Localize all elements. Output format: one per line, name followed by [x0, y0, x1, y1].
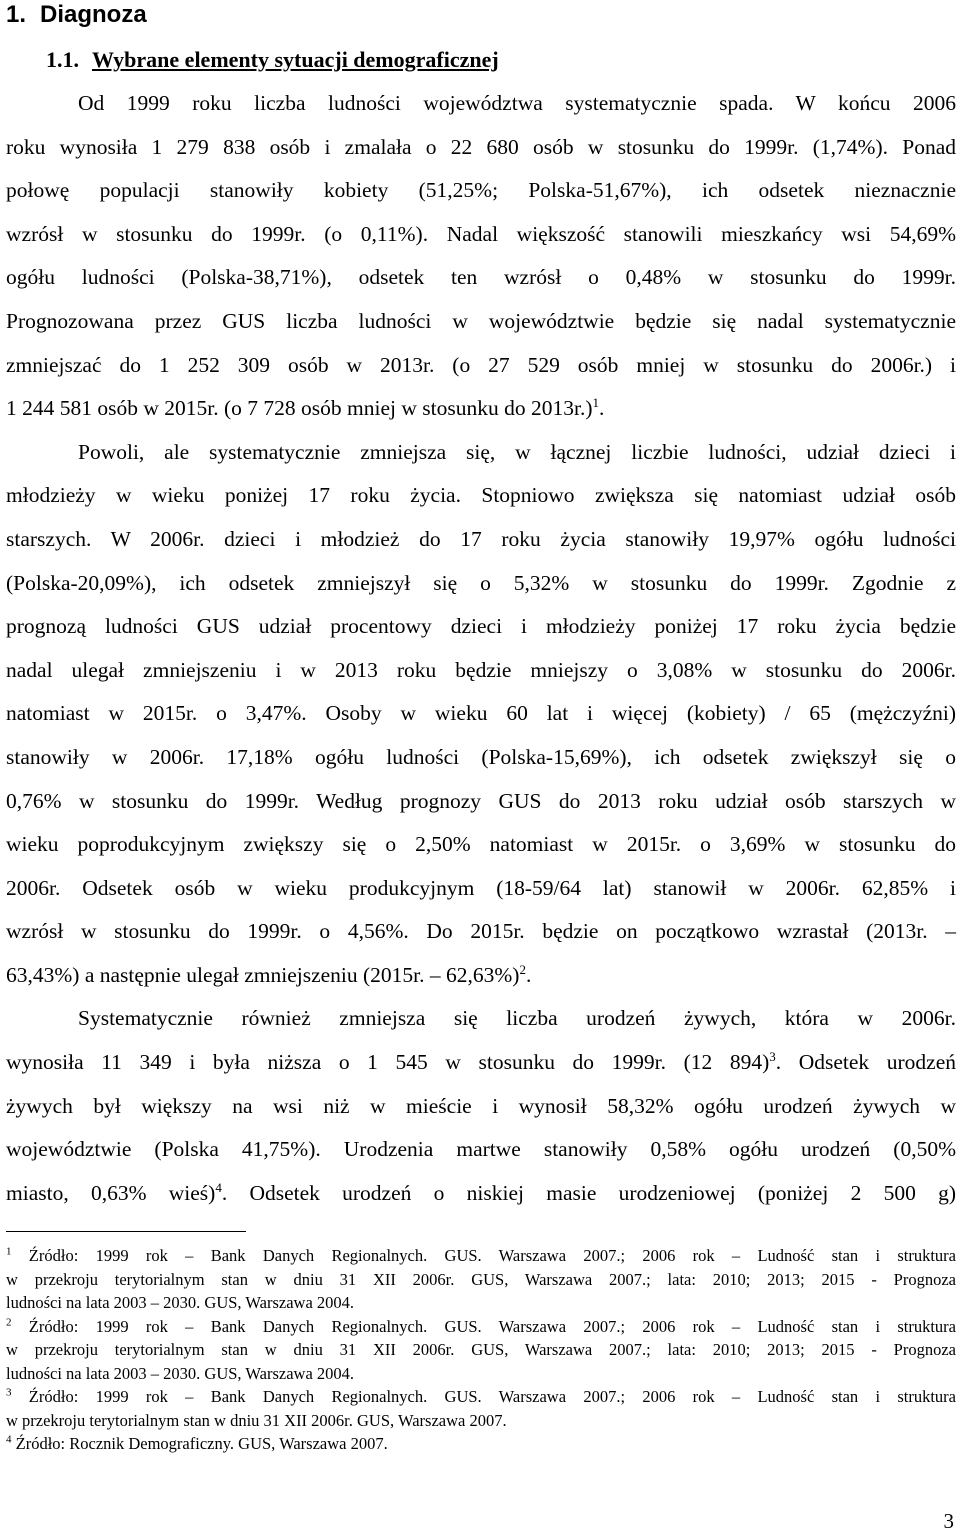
paragraph-2-last-line: [6, 954, 956, 998]
paragraph-2-line: nadal ulegał zmniejszeniu i w 2013 roku będzie mniejszy o 3,08% w stosunku do 2006r.: [6, 657, 956, 682]
paragraph-1-line: połowę populacji stanowiły kobiety (51,25%; Polska-51,67%), ich odsetek nieznacznie: [6, 178, 956, 203]
paragraph-3-line: Systematycznie również zmniejsza się liczba urodzeń żywych, która w 2006r.: [78, 1006, 956, 1031]
paragraph-2-line: (Polska-20,09%), ich odsetek zmniejszył się o 5,32% w stosunku do 1999r. Zgodnie z: [6, 570, 956, 595]
paragraph-3-line: żywych był większy na wsi niż w mieście i wynosił 58,32% ogółu urodzeń żywych w: [6, 1093, 956, 1118]
footnote-1: [6, 1244, 956, 1268]
paragraph-2-line: starszych. W 2006r. dzieci i młodzież do 17 roku życia stanowiły 19,97% ogółu ludności: [6, 526, 956, 551]
paragraph-2-line-text: 63,43%) a następnie ulegał zmniejszeniu (2015r. – 62,63%): [6, 962, 520, 987]
paragraph-3-line: [6, 1172, 956, 1216]
footnote-mark: 4: [6, 1433, 12, 1446]
footnote-ref-1[interactable]: 1: [592, 395, 599, 410]
paragraph-1-line: ogółu ludności (Polska-38,71%), odsetek ten wzrósł o 0,48% w stosunku do 1999r.: [6, 265, 956, 290]
paragraph-2-line: 2006r. Odsetek osób w wieku produkcyjnym (18-59/64 lat) stanowił w 2006r. 62,85% i: [6, 875, 956, 900]
footnote-ref-3[interactable]: 3: [769, 1048, 776, 1064]
section-title: Wybrane elementy sytuacji demograficznej: [92, 47, 499, 72]
footnote-4: [6, 1432, 956, 1456]
footnote-ref-4[interactable]: 4: [215, 1179, 222, 1195]
paragraph-3-line-text: . Odsetek urodzeń: [775, 1050, 956, 1075]
footnote-text: Źródło: Rocznik Demograficzny. GUS, Warszawa 2007.: [15, 1434, 388, 1453]
paragraph-1-tail: .: [598, 396, 605, 421]
paragraph-3-line-text: miasto, 0,63% wieś): [6, 1180, 216, 1205]
footnote-text: w przekroju terytorialnym stan w dniu 31 XII 2006r. GUS, Warszawa 2007.; lata: 2010; 2013; 2015 - Prognoza: [6, 1269, 956, 1289]
chapter-heading: [6, 0, 147, 30]
footnote-2: [6, 1315, 956, 1339]
body-text: [6, 82, 956, 1215]
paragraph-2-line: wzrósł w stosunku do 1999r. o 4,56%. Do 2015r. będzie on początkowo wzrastał (2013r. –: [6, 919, 956, 944]
paragraph-1-line: Prognozowana przez GUS liczba ludności w województwie będzie się nadal systematycznie: [6, 308, 956, 333]
paragraph-1-line: roku wynosiła 1 279 838 osób i zmalała o 22 680 osób w stosunku do 1999r. (1,74%). Ponad: [6, 134, 956, 159]
paragraph-1-last-line: [6, 387, 956, 431]
paragraph-3-line-text: . Odsetek urodzeń o niskiej masie urodzeniowej (poniżej 2 500 g): [221, 1180, 956, 1205]
footnote-ref-2[interactable]: 2: [519, 961, 526, 977]
paragraph-3-line-text: wynosiła 11 349 i była niższa o 1 545 w stosunku do 1999r. (12 894): [6, 1050, 770, 1075]
footnote-separator: [6, 1231, 246, 1232]
footnote-3: [6, 1385, 956, 1409]
paragraph-1-line: zmniejszać do 1 252 309 osób w 2013r. (o 27 529 osób mniej w stosunku do 2006r.) i: [6, 352, 956, 377]
footnote-text: ludności na lata 2003 – 2030. GUS, Warszawa 2004.: [6, 1293, 355, 1312]
paragraph-3-line: [6, 1041, 956, 1085]
paragraph-2-line: Powoli, ale systematycznie zmniejsza się, w łącznej liczbie ludności, udział dzieci i: [78, 439, 956, 464]
footnote-mark: 2: [6, 1316, 12, 1328]
footnote-mark: 3: [6, 1386, 12, 1399]
footnotes: [6, 1244, 956, 1456]
page-number: 3: [943, 1509, 954, 1533]
chapter-title: Diagnoza: [40, 1, 147, 28]
footnote-text: Źródło: 1999 rok – Bank Danych Regionalnych. GUS. Warszawa 2007.; 2006 rok – Ludność stan i struktura: [28, 1387, 956, 1406]
footnote-text: w przekroju terytorialnym stan w dniu 31 XII 2006r. GUS, Warszawa 2007.: [6, 1410, 507, 1430]
paragraph-2-line: wieku poprodukcyjnym zwiększy się o 2,50% natomiast w 2015r. o 3,69% w stosunku do: [6, 832, 956, 857]
paragraph-2-line: prognozą ludności GUS udział procentowy dzieci i młodzieży poniżej 17 roku życia będzie: [6, 614, 956, 639]
section-heading: [46, 46, 499, 74]
paragraph-2-line: młodzieży w wieku poniżej 17 roku życia. Stopniowo zwiększa się natomiast udział osób: [6, 483, 956, 508]
paragraph-3-line: województwie (Polska 41,75%). Urodzenia martwe stanowiły 0,58% ogółu urodzeń (0,50%: [6, 1137, 956, 1162]
paragraph-2-line: stanowiły w 2006r. 17,18% ogółu ludności (Polska-15,69%), ich odsetek zwiększył się o: [6, 744, 956, 769]
footnote-text: Źródło: 1999 rok – Bank Danych Regionalnych. GUS. Warszawa 2007.; 2006 rok – Ludność stan i struktura: [28, 1246, 956, 1265]
footnote-text: ludności na lata 2003 – 2030. GUS, Warszawa 2004.: [6, 1363, 355, 1383]
paragraph-2-tail: .: [525, 962, 532, 987]
paragraph-1-line: Od 1999 roku liczba ludności województwa systematycznie spada. W końcu 2006: [78, 91, 956, 115]
paragraph-2-line: natomiast w 2015r. o 3,47%. Osoby w wieku 60 lat i więcej (kobiety) / 65 (mężczyźni): [6, 701, 956, 726]
footnote-mark: 1: [6, 1245, 12, 1258]
chapter-number: 1.: [6, 1, 27, 28]
paragraph-1-line: wzrósł w stosunku do 1999r. (o 0,11%). Nadal większość stanowili mieszkańcy wsi 54,69%: [6, 221, 956, 246]
footnote-text: w przekroju terytorialnym stan w dniu 31 XII 2006r. GUS, Warszawa 2007.; lata: 2010; 2013; 2015 - Prognoza: [6, 1340, 956, 1359]
paragraph-2-line: 0,76% w stosunku do 1999r. Według prognozy GUS do 2013 roku udział osób starszych w: [6, 788, 956, 813]
footnote-text: Źródło: 1999 rok – Bank Danych Regionalnych. GUS. Warszawa 2007.; 2006 rok – Ludność stan i struktura: [28, 1316, 956, 1336]
section-number: 1.1.: [46, 47, 79, 72]
paragraph-1-line-text: 1 244 581 osób w 2015r. (o 7 728 osób mniej w stosunku do 2013r.): [6, 396, 593, 421]
